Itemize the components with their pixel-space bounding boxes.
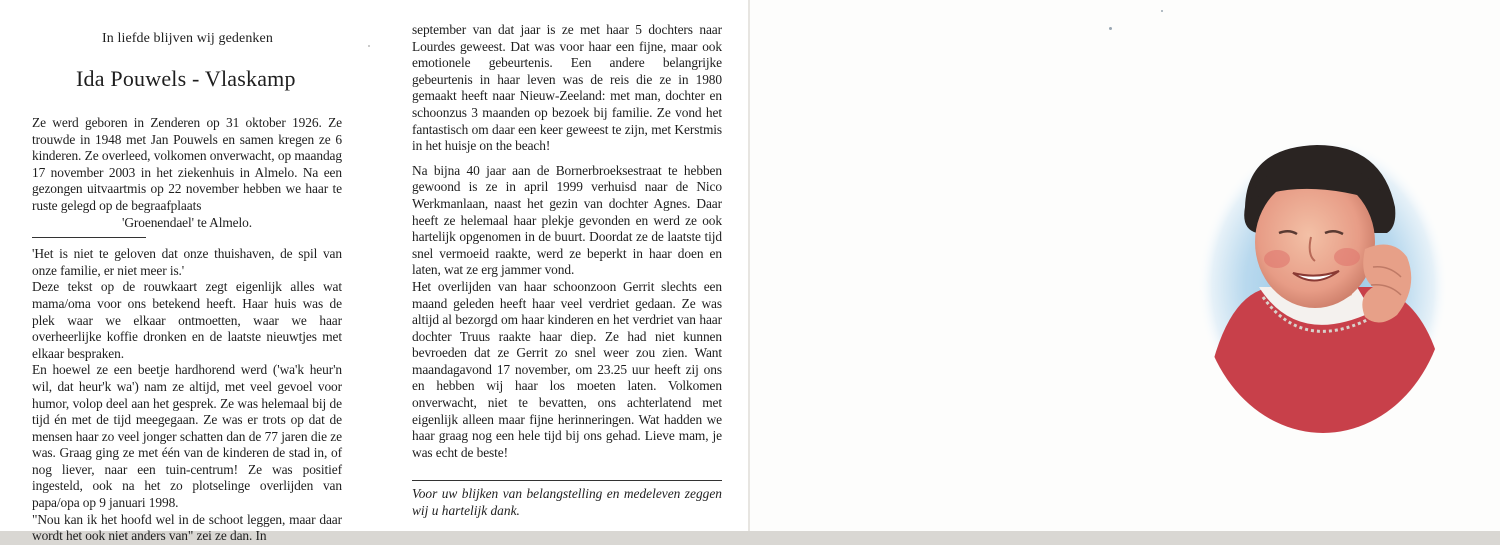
biography-paragraph	[32, 115, 342, 215]
deceased-name: Ida Pouwels - Vlaskamp	[76, 66, 296, 91]
divider-bottom	[412, 480, 722, 481]
paper-speck	[1161, 10, 1163, 12]
paragraph-gap	[412, 155, 722, 163]
paper-speck	[368, 45, 370, 47]
middle-text-column	[412, 22, 722, 461]
divider-short	[32, 237, 146, 238]
paper-speck	[1109, 27, 1112, 30]
memory-paragraph-2: En hoewel ze een beetje hardhorend werd ('wa'k heur'n wil, dat heur'k wa') nam ze altijd, met veel gevoel voor humor, volop deel aan het gesprek. Ze was helemaal bij de tijd én met de tijd meegegaan. Ze was er trots op dat de mensen haar zo veel jonger schatten dan de 77 jaren die ze was. Graag ging ze met één van de kinderen de stad in, of nog liever, naar een tuin-centrum! Ze was positief ingesteld, ook na het zo plotselinge overlijden van papa/opa op 9 januari 1998.	[32, 362, 342, 511]
intro-line: In liefde blijven wij gedenken	[102, 31, 273, 46]
memory-paragraph-6: Het overlijden van haar schoonzoon Gerrit slechts een maand geleden heeft haar veel verdriet gedaan. Ze was altijd al bezorgd om haar kinderen en het verdriet van haar dochter Truus raakte haar diep. Ze had niet kunnen bevroeden dat ze Gerrit zo snel weer zou zien. Want maandagavond 17 november, om 23.25 uur heeft zij ons en hebben wij haar los moeten laten. Volkomen onverwacht, niet te bevatten, ons achterlatend met eigenlijk alleen maar fijne herinneringen. Wat hadden we haar graag nog een hele tijd bij ons gehad. Lieve mam, je was echt de beste!	[412, 278, 722, 460]
portrait-photo	[1197, 137, 1449, 435]
memory-paragraph-4: september van dat jaar is ze met haar 5 dochters naar Lourdes geweest. Dat was voor haar een fijne, maar ook emotionele gebeurtenis. Een andere belangrijke gebeurtenis in haar leven was de reis die ze in 1980 gemaakt heeft naar Nieuw-Zeeland: met man, dochter en schoonzus 3 maanden op bezoek bij familie. Ze vond het fantastisch om daar een keer geweest te zijn, met Kerstmis in het huisje on the beach!	[412, 22, 722, 154]
thanks-note: Voor uw blijken van belangstelling en medeleven zeggen wij u hartelijk dank.	[412, 486, 722, 518]
quote-paragraph: 'Het is niet te geloven dat onze thuishaven, de spil van onze familie, er niet meer is.'	[32, 246, 342, 278]
memory-paragraph-1: Deze tekst op de rouwkaart zegt eigenlijk alles wat mama/oma voor ons betekend heeft. Haar huis was de plek waar we elkaar ontmoetten, waar we haar overheerlijke koffie dronken en de laatste nieuwtjes met elkaar bespraken.	[32, 279, 342, 361]
biography-text: Ze werd geboren in Zenderen op 31 oktober 1926. Ze trouwde in 1948 met Jan Pouwels en samen kregen ze 6 kinderen. Ze overleed, volkomen onverwacht, op maandag 17 november 2003 in het ziekenhuis in Almelo. Na een gezongen uitvaartmis op 22 november hebben we haar te ruste gelegd op de begraafplaats	[32, 115, 342, 213]
biography-last-line: 'Groenendael' te Almelo.	[122, 214, 252, 230]
memory-paragraph-3: "Nou kan ik het hoofd wel in de schoot leggen, maar daar wordt het ook niet anders van" zei ze dan. In	[32, 511, 342, 544]
left-text-column	[32, 115, 342, 545]
memory-paragraph-5: Na bijna 40 jaar aan de Bornerbroeksestraat te hebben gewoond is ze in april 1999 verhuisd naar de Nico Werkmanlaan, naast het gezin van dochter Agnes. Daar heeft ze helemaal haar plekje gevonden en werd ze ook hartelijk opgenomen in de buurt. Doordat ze de laatste tijd snel vermoeid raakte, werd ze beperkt in haar doen en laten, wat ze erg jammer vond.	[412, 162, 722, 278]
face-shape	[1255, 176, 1375, 308]
